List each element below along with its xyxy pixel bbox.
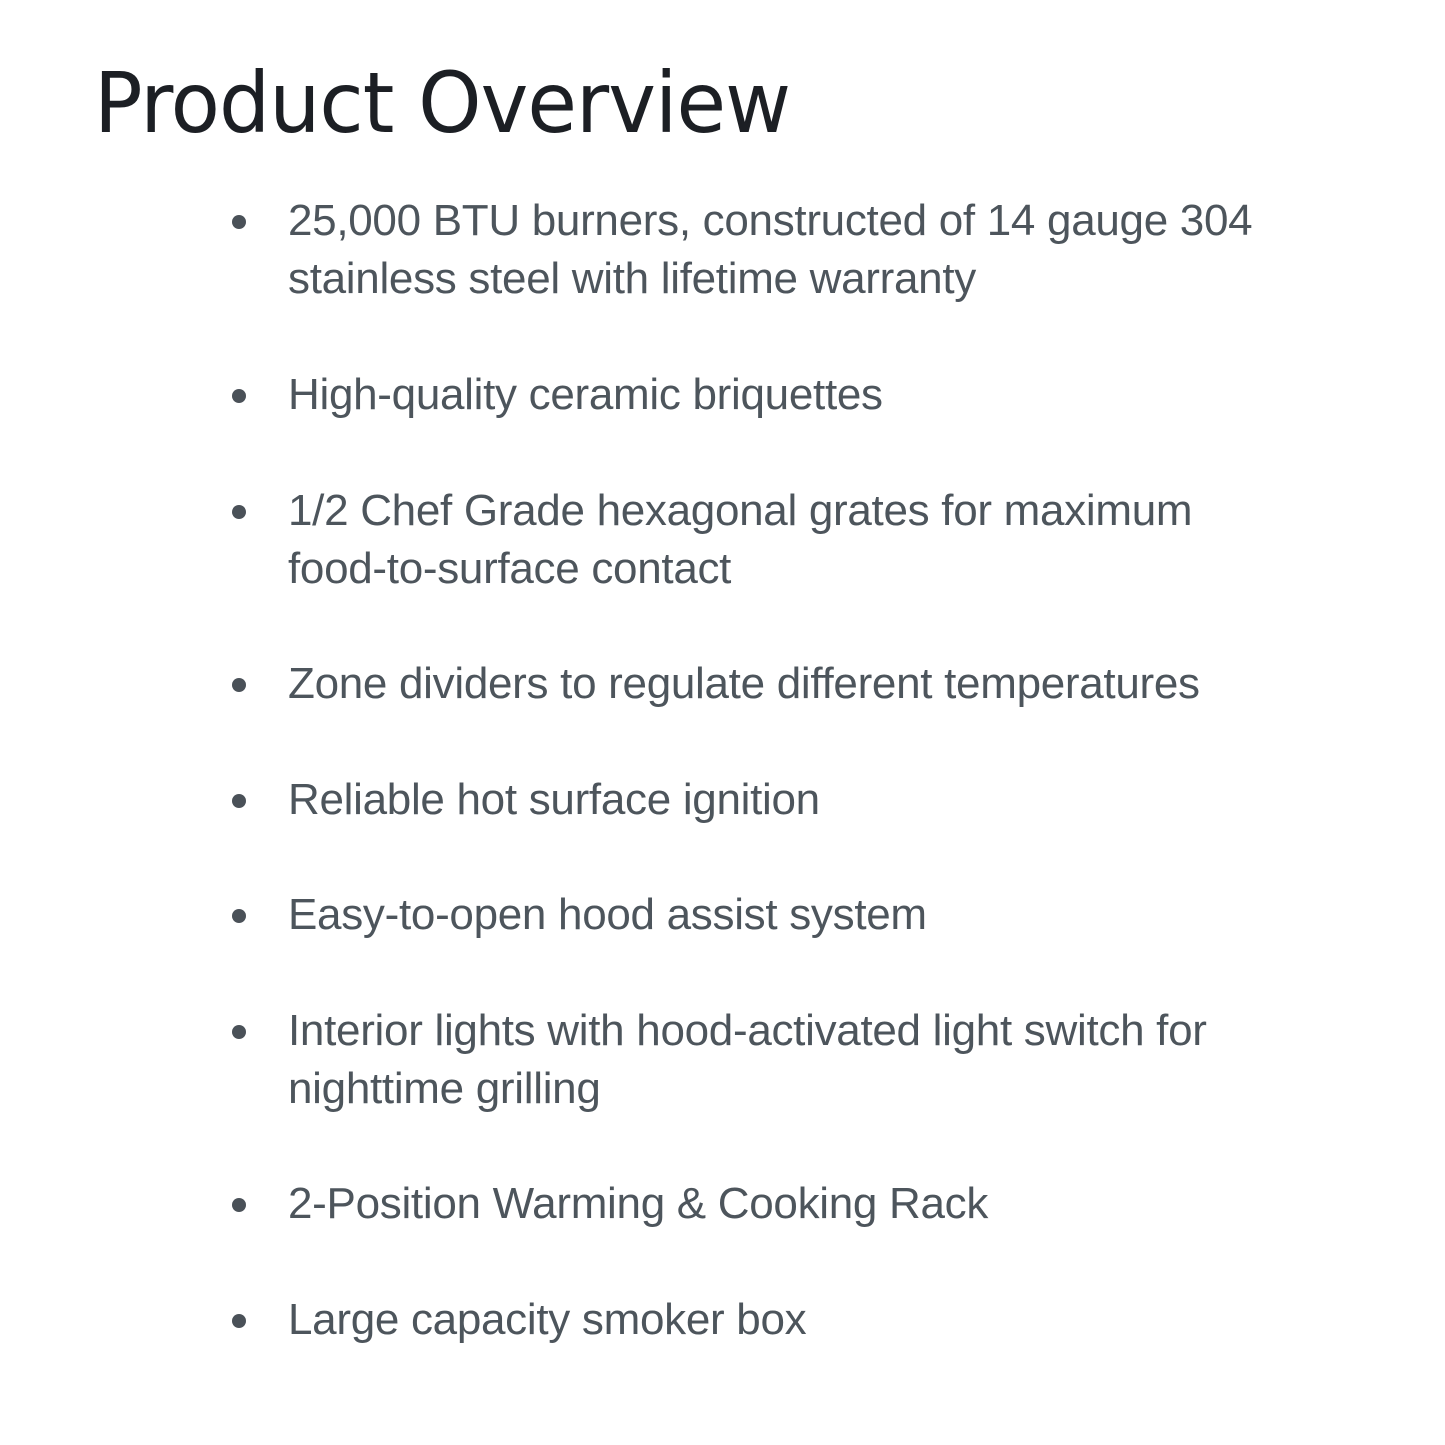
- bullet-dot-icon: [232, 1025, 246, 1039]
- bullet-dot-icon: [232, 215, 246, 229]
- feature-text: 2-Position Warming & Cooking Rack: [288, 1179, 989, 1228]
- feature-text: 25,000 BTU burners, constructed of 14 gauge 304 stainless steel with lifetime warranty: [288, 196, 1253, 303]
- feature-text: Interior lights with hood-activated light switch for nighttime grilling: [288, 1006, 1207, 1113]
- bullet-dot-icon: [232, 1314, 246, 1328]
- bullet-dot-icon: [232, 1198, 246, 1212]
- feature-text: Large capacity smoker box: [288, 1295, 807, 1344]
- bullet-dot-icon: [232, 794, 246, 808]
- page-title: Product Overview: [94, 54, 791, 152]
- feature-text: Reliable hot surface ignition: [288, 775, 820, 824]
- feature-text: Zone dividers to regulate different temperatures: [288, 659, 1200, 708]
- feature-text: High-quality ceramic briquettes: [288, 370, 883, 419]
- bullet-dot-icon: [232, 678, 246, 692]
- bullet-dot-icon: [232, 389, 246, 403]
- feature-text: Easy-to-open hood assist system: [288, 890, 927, 939]
- bullet-dot-icon: [232, 505, 246, 519]
- feature-text: 1/2 Chef Grade hexagonal grates for maximum food-to-surface contact: [288, 486, 1193, 593]
- bullet-dot-icon: [232, 909, 246, 923]
